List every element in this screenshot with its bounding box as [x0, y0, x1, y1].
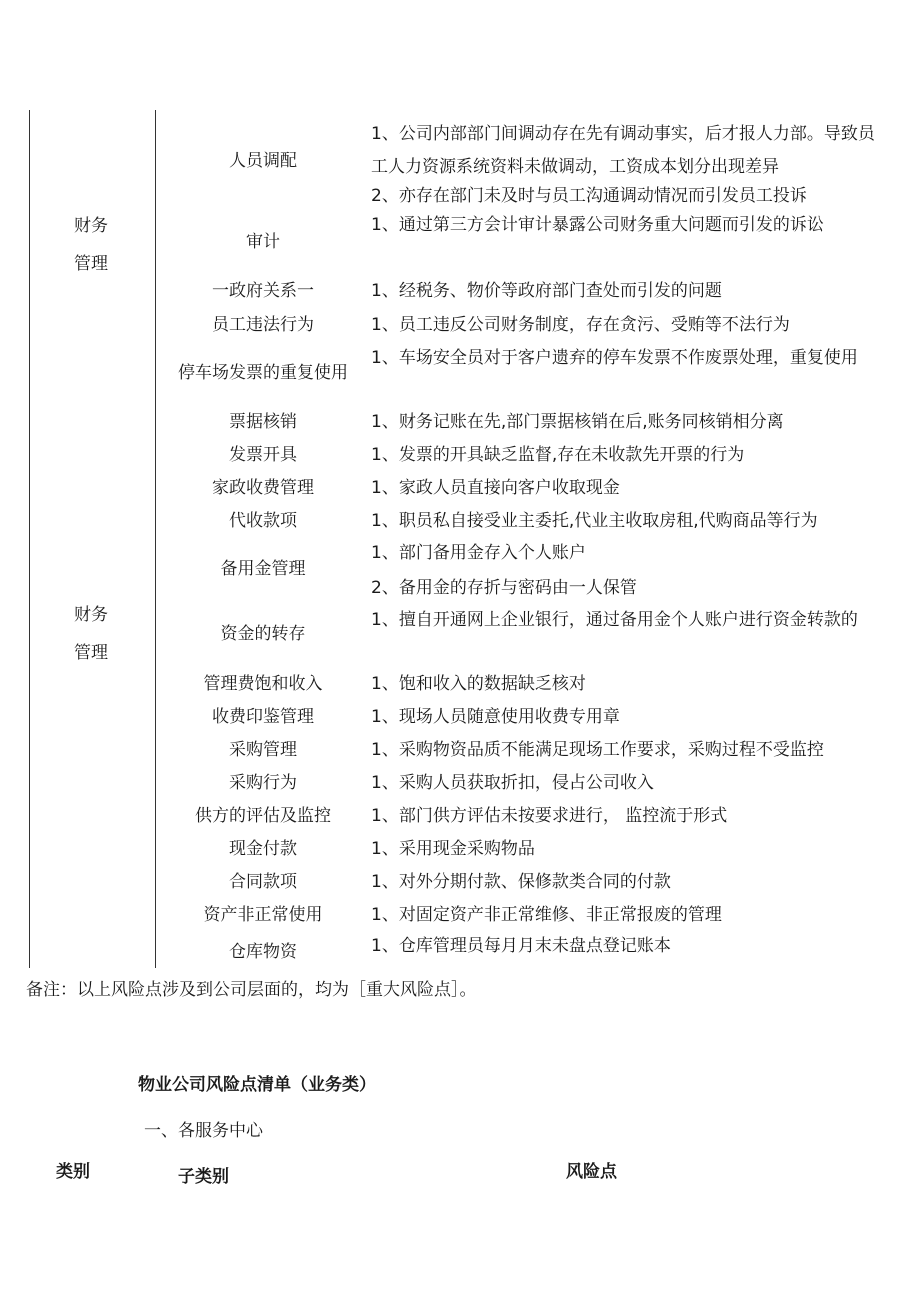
subcategory-label: 员工违法行为: [212, 315, 314, 335]
category-line: 财务: [74, 216, 108, 236]
risk-text: 2、备用金的存折与密码由一人保管: [371, 578, 637, 598]
header-subcategory: 子类别: [178, 1167, 229, 1187]
subcategory-label: 一政府关系一: [212, 281, 314, 301]
risk-text: 1、仓库管理员每月月末未盘点登记账本: [371, 936, 671, 956]
risk-text: 1、采购人员获取折扣，侵占公司收入: [371, 773, 654, 793]
risk-text: 1、现场人员随意使用收费专用章: [371, 707, 620, 727]
subcategory-label: 代收款项: [229, 511, 297, 531]
subcategory-label: 发票开具: [229, 445, 297, 465]
risk-text: 1、员工违反公司财务制度，存在贪污、受贿等不法行为: [371, 315, 790, 335]
subcategory-label: 资产非正常使用: [203, 905, 323, 925]
risk-text: 1、车场安全员对于客户遗弃的停车发票不作废票处理，重复使用: [371, 348, 858, 368]
risk-text: 1、对固定资产非正常维修、非正常报废的管理: [371, 905, 722, 925]
risk-text: 2、亦存在部门未及时与员工沟通调动情况而引发员工投诉: [371, 186, 807, 206]
category-line: 管理: [74, 643, 108, 663]
risk-text: 1、采用现金采购物品: [371, 839, 535, 859]
subcategory-label: 采购行为: [229, 773, 297, 793]
risk-text: 1、对外分期付款、保修款类合同的付款: [371, 872, 671, 892]
subcategory-label: 审计: [246, 232, 280, 252]
subcategory-label: 人员调配: [229, 151, 297, 171]
subcategory-label: 收费印鉴管理: [212, 707, 314, 727]
risk-text: 1、饱和收入的数据缺乏核对: [371, 674, 586, 694]
subcategory-label: 票据核销: [229, 412, 297, 432]
risk-text: 1、部门供方评估未按要求进行， 监控流于形式: [371, 806, 728, 826]
risk-text: 1、通过第三方会计审计暴露公司财务重大问题而引发的诉讼: [371, 215, 824, 235]
subcategory-label: 采购管理: [229, 740, 297, 760]
category-label: [60, 596, 122, 672]
subcategory-label: 停车场发票的重复使用: [178, 363, 348, 383]
header-category: 类别: [56, 1162, 90, 1182]
list-title: 物业公司风险点清单（业务类）: [138, 1075, 376, 1095]
subcategory-label: 现金付款: [229, 839, 297, 859]
column-divider: [155, 110, 156, 968]
left-border: [29, 110, 30, 968]
risk-text: 1、部门备用金存入个人账户: [371, 543, 586, 563]
category-line: 财务: [74, 605, 108, 625]
section-heading: 一、各服务中心: [144, 1121, 263, 1141]
category-line: 管理: [74, 254, 108, 274]
risk-text: 1、家政人员直接向客户收取现金: [371, 478, 620, 498]
table-note: 备注：以上风险点涉及到公司层面的，均为［重大风险点］。: [26, 980, 477, 1000]
risk-text: 1、公司内部部门间调动存在先有调动事实，后才报人力部。导致员工人力资源系统资料未做调动，工资成本划分出现差异: [371, 124, 875, 177]
subcategory-label: 仓库物资: [229, 942, 297, 962]
risk-text: 1、擅自开通网上企业银行，通过备用金个人账户进行资金转款的: [371, 610, 858, 630]
subcategory-label: 管理费饱和收入: [203, 674, 323, 694]
risk-text: 1、发票的开具缺乏监督,存在未收款先开票的行为: [371, 445, 745, 465]
subcategory-label: 合同款项: [229, 872, 297, 892]
risk-text: 1、经税务、物价等政府部门查处而引发的问题: [371, 281, 722, 301]
risk-text: 1、职员私自接受业主委托,代业主收取房租,代购商品等行为: [371, 511, 818, 531]
risk-text: 1、采购物资品质不能满足现场工作要求，采购过程不受监控: [371, 740, 824, 760]
risk-text: 1、财务记账在先,部门票据核销在后,账务同核销相分离: [371, 412, 784, 432]
subcategory-label: 供方的评估及监控: [195, 806, 331, 826]
subcategory-label: 家政收费管理: [212, 478, 314, 498]
subcategory-label: 备用金管理: [220, 559, 306, 579]
header-risk: 风险点: [566, 1162, 617, 1182]
category-label: [60, 207, 122, 283]
subcategory-label: 资金的转存: [220, 624, 306, 644]
